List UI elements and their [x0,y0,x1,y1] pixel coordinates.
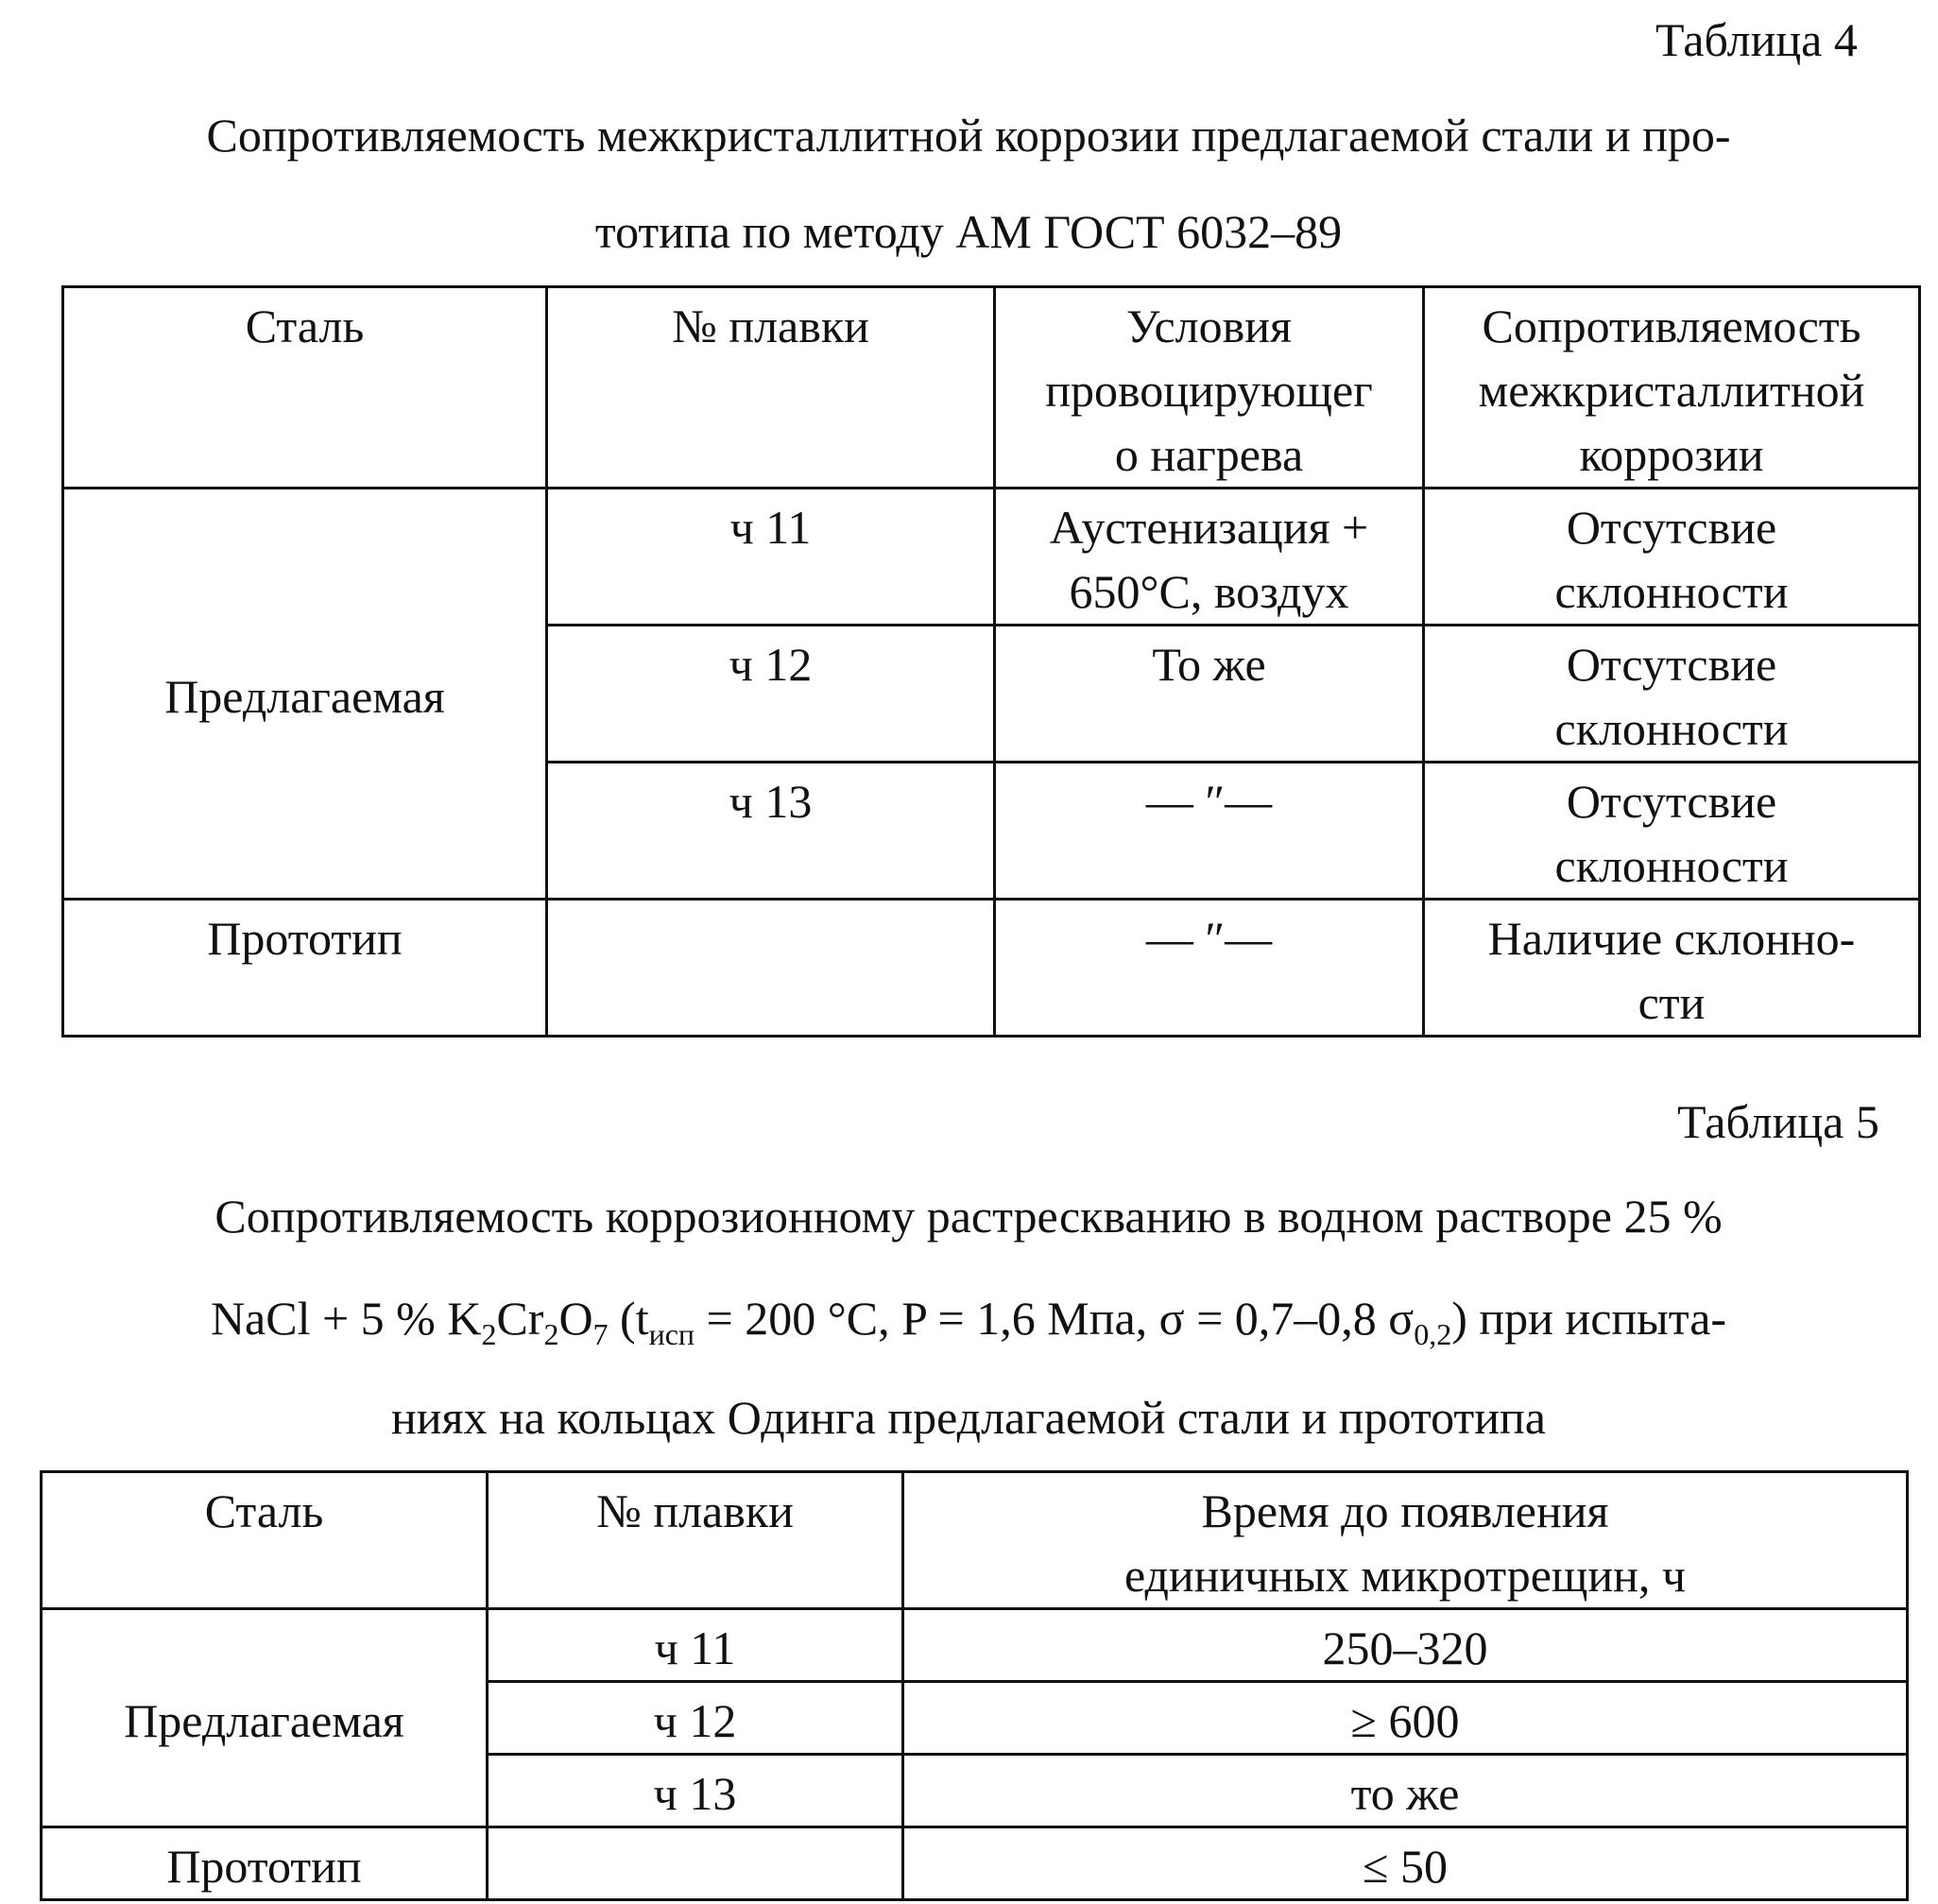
table4-header-row [63,287,1920,489]
table4-resistance-cell [1424,489,1920,626]
table5-label: Таблица 5 [1677,1095,1879,1148]
table-row [42,1827,1908,1900]
header-resistance-line1: Сопротивляемость [1482,300,1861,352]
table4-title-line2: тотипа по методу АМ ГОСТ 6032–89 [594,205,1343,258]
resistance-line1: Отсутсвие [1566,638,1777,691]
resistance-line2: склонности [1554,839,1789,892]
table4-condition-cell [995,489,1424,626]
table5-header-row [42,1472,1908,1609]
table4-melt-cell: ч 13 [547,763,995,900]
table4-resistance-cell [1424,626,1920,763]
table5-time-cell: ≤ 50 [903,1827,1908,1900]
header-time-line1: Время до появления [1201,1484,1609,1537]
table4-melt-cell: ч 11 [547,489,995,626]
table4-melt-cell [547,900,995,1037]
header-resistance-line2: межкристаллитной [1478,364,1865,417]
table5-group-prototype: Прототип [42,1827,488,1900]
resistance-line2: склонности [1554,702,1789,755]
header-conditions-line1: Условия [1126,300,1292,352]
table4-condition-cell: То же [995,626,1424,763]
table5-header-melt: № плавки [488,1472,903,1609]
header-conditions-line2: провоцирующег [1045,364,1373,417]
table4-group-proposed: Предлагаемая [63,489,547,900]
table5-melt-cell: ч 12 [488,1682,903,1755]
condition-line2: 650°С, воздух [1069,565,1349,618]
table-row [42,1609,1908,1682]
table5-time-cell: ≥ 600 [903,1682,1908,1755]
table5-header-time [903,1472,1908,1609]
table4-condition-cell: — ″— [995,900,1424,1037]
resistance-line1: Наличие склонно- [1487,912,1856,965]
table4-header-resistance [1424,287,1920,489]
resistance-line1: Отсутсвие [1566,775,1777,828]
table5-title-line1: Сопротивляемость коррозионному растрескванию в водном растворе 25 % [214,1190,1723,1243]
table4-condition-cell: — ″— [995,763,1424,900]
table-row [63,900,1920,1037]
table5-time-cell: то же [903,1755,1908,1827]
table5-time-cell: 250–320 [903,1609,1908,1682]
table5-title-line3: ниях на кольцах Одинга предлагаемой стали и прототипа [391,1391,1546,1444]
header-time-line2: единичных микротрещин, ч [1123,1549,1687,1602]
table4-header-melt: № плавки [547,287,995,489]
table4-header-steel: Сталь [63,287,547,489]
table4 [61,285,1921,1038]
table-row [63,489,1920,626]
table5-header-steel: Сталь [42,1472,488,1609]
table4-resistance-cell [1424,763,1920,900]
table5-melt-cell: ч 11 [488,1609,903,1682]
table5 [40,1470,1909,1901]
header-conditions-line3: о нагрева [1114,428,1304,481]
resistance-line2: сти [1638,976,1706,1029]
table4-melt-cell: ч 12 [547,626,995,763]
resistance-line2: склонности [1554,565,1789,618]
resistance-line1: Отсутсвие [1566,501,1777,554]
table4-group-prototype: Прототип [63,900,547,1037]
table5-group-proposed: Предлагаемая [42,1609,488,1827]
header-resistance-line3: коррозии [1579,428,1764,481]
table5-melt-cell [488,1827,903,1900]
table4-resistance-cell [1424,900,1920,1037]
table4-header-conditions [995,287,1424,489]
table5-melt-cell: ч 13 [488,1755,903,1827]
table4-title-line1: Сопротивляемость межкристаллитной коррозии предлагаемой стали и про- [206,109,1731,162]
table5-title-line2: NaCl + 5 % $K_2Cr_2O_7$ ($t_{исп} = 200$ °C, P = 1,6 Мпа, σ = 0,7–0,8 $\sigma_{0,2}$) при испыта- [210,1292,1727,1351]
table4-label: Таблица 4 [1655,13,1858,66]
condition-line1: Аустенизация + [1049,501,1369,554]
